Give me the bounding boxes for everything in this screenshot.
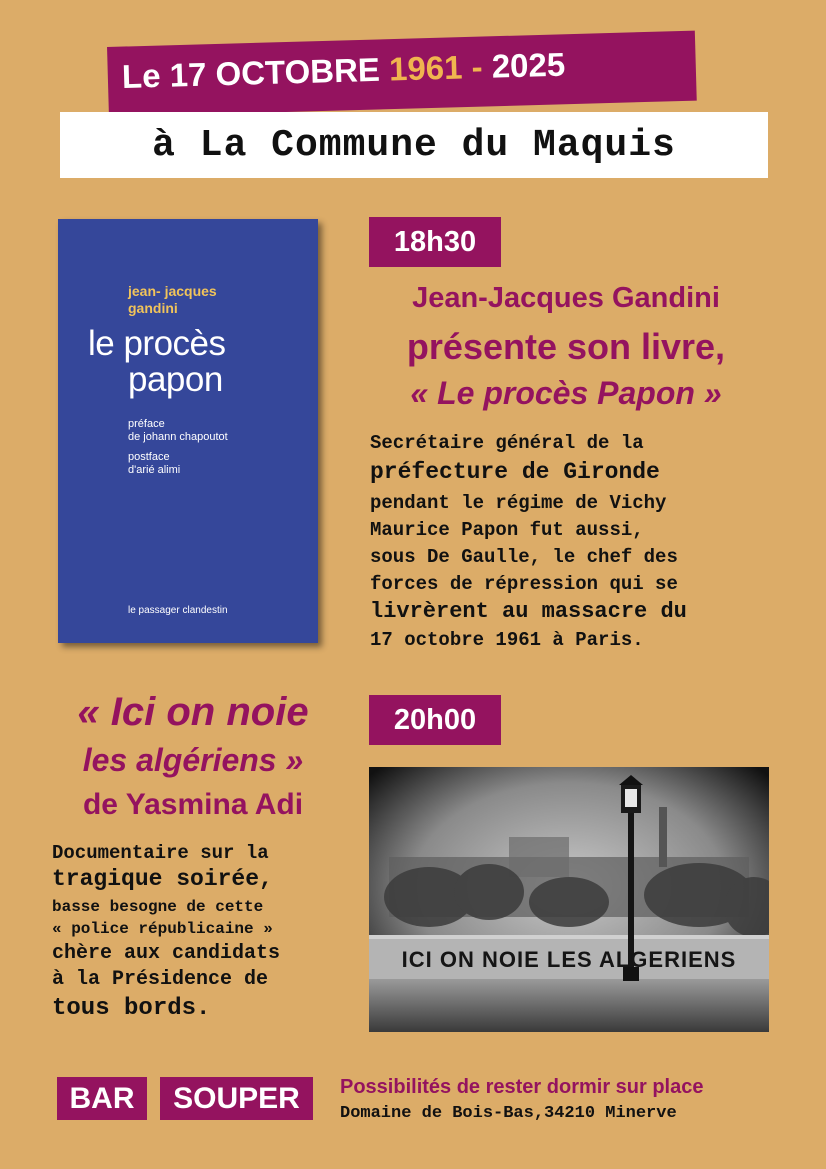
souper-badge: SOUPER <box>160 1077 313 1120</box>
book-preface-label: préface <box>128 418 165 430</box>
pres-body-line-2: préfecture de Gironde <box>370 459 660 485</box>
book-author-line1: jean- jacques <box>128 283 217 299</box>
film-body-line-2: tragique soirée, <box>52 866 273 892</box>
book-postface-label: postface <box>128 451 170 463</box>
film-director: de Yasmina Adi <box>82 788 304 821</box>
pres-body-line-4: Maurice Papon fut aussi, <box>370 519 644 541</box>
pres-body-line-5: sous De Gaulle, le chef des <box>370 546 678 568</box>
title-year-2025: 2025 <box>491 45 566 85</box>
pres-body-line-7: livrèrent au massacre du <box>370 599 687 624</box>
book-title-line1: le procès <box>88 324 226 363</box>
photo-graffiti: ICI ON NOIE LES ALGERIENS <box>401 947 737 972</box>
title-year-1961: 1961 <box>388 48 463 88</box>
title-separator: - <box>471 47 484 86</box>
film-body-line-7: tous bords. <box>52 995 211 1022</box>
time-badge-2000: 20h00 <box>369 695 501 745</box>
presenter-name: Jean-Jacques Gandini <box>412 282 720 314</box>
book-title-line2: papon <box>128 360 223 399</box>
stay-info: Possibilités de rester dormir sur place <box>340 1076 704 1098</box>
archive-photo-scene <box>369 767 769 1032</box>
address: Domaine de Bois-Bas,34210 Minerve <box>340 1104 677 1123</box>
film-body-line-1: Documentaire sur la <box>52 842 269 864</box>
book-publisher: le passager clandestin <box>128 605 228 616</box>
film-title-line1: « Ici on noie <box>77 690 309 734</box>
book-author-line2: gandini <box>128 300 178 316</box>
film-title-line2: les algériens » <box>82 742 304 778</box>
film-body-line-4: « police républicaine » <box>52 920 273 938</box>
book-title-quote: « Le procès Papon » <box>410 375 722 411</box>
book-author <box>128 283 217 317</box>
film-body-line-6: à la Présidence de <box>52 968 269 991</box>
pres-body-line-6: forces de répression qui se <box>370 573 678 595</box>
pres-body-line-1: Secrétaire général de la <box>370 432 644 454</box>
archive-photo <box>369 767 769 1032</box>
presentation-line: présente son livre, <box>406 326 726 367</box>
pres-body-line-8: 17 octobre 1961 à Paris. <box>370 629 644 651</box>
book-preface <box>128 418 228 444</box>
bar-badge: BAR <box>57 1077 147 1120</box>
book-postface <box>128 451 180 477</box>
pres-body-line-3: pendant le régime de Vichy <box>370 492 667 514</box>
film-body-line-5: chère aux candidats <box>52 942 281 965</box>
book-title <box>88 326 226 398</box>
venue-title: à La Commune du Maquis <box>152 123 676 167</box>
time-badge-1830: 18h30 <box>369 217 501 267</box>
film-body-line-3: basse besogne de cette <box>52 898 264 916</box>
title-prefix: Le 17 OCTOBRE <box>121 50 381 95</box>
book-preface-by: de johann chapoutot <box>128 431 228 443</box>
book-postface-by: d'arié alimi <box>128 464 181 476</box>
